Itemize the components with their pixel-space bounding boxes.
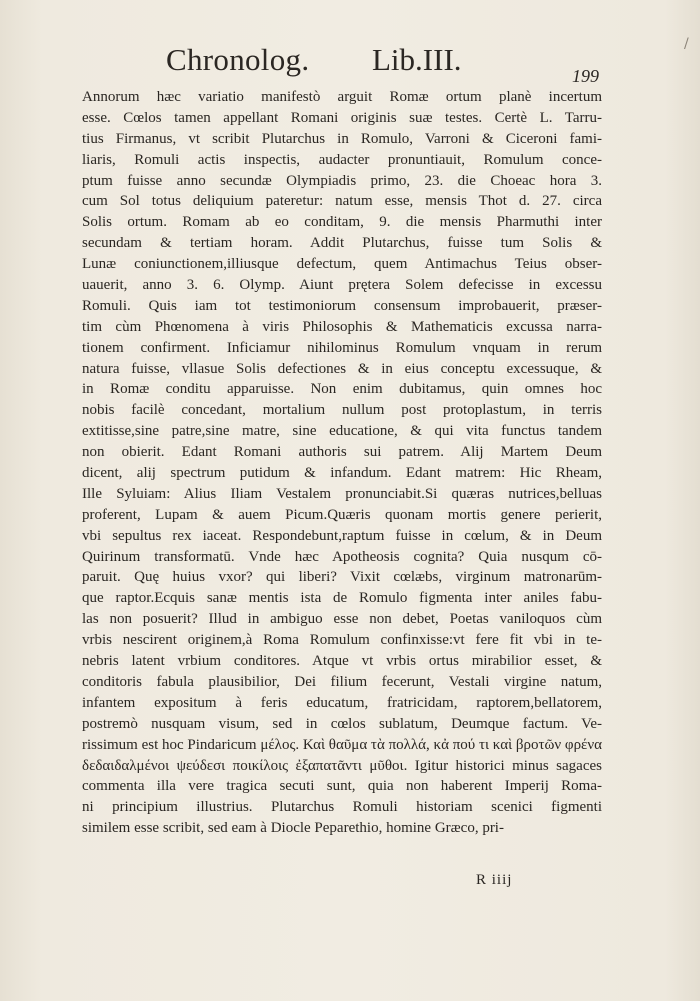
text-line: vbi sepultus rex iaceat. Respondebunt,raptum fuisse in cœlum, & in Deum	[82, 527, 602, 544]
text-line: similem esse scribit, sed eam à Diocle Peparethio, homine Græco, pri-	[82, 820, 504, 837]
text-line: conditoris fabula plausibilior, Dei filium fecerunt, Vestali virgine natum,	[82, 673, 602, 690]
text-line: Solis ortum. Romam ab eo conditam, 9. die mensis Pharmuthi inter	[82, 214, 602, 231]
text-line: tionem confirment. Inficiamur nihilominus Romulum vnquam in rerum	[82, 339, 602, 356]
text-line: dicent, alij spectrum putidum & infandum. Edant matrem: Hic Rheam,	[82, 465, 602, 482]
text-line: ni principium illustrius. Plutarchus Romuli historiam scenici figmenti	[82, 799, 602, 816]
text-line: non obierit. Edant Romani authoris sui patrem. Alij Martem Deum	[82, 444, 602, 461]
body-text	[82, 87, 602, 839]
text-line: Lunæ coniunctionem,illiusque defectum, quem Antimachus Teius obser-	[82, 256, 602, 273]
book-number: Lib.III.	[372, 42, 462, 77]
page-number: 199	[572, 66, 599, 86]
text-line: paruit. Quę huius vxor? qui liberi? Vixit cœlæbs, virginum matronarūm-	[82, 569, 602, 586]
text-line: Annorum hæc variatio manifestò arguit Romæ ortum planè incertum	[82, 89, 602, 105]
text-line: Quirinum transformatū. Vnde hæc Apotheosis cognita? Quia nusqum cō-	[82, 548, 602, 565]
signature-mark: R iiij	[476, 872, 513, 888]
text-line: las non posuerit? Illud in ambiguo esse non debet, Poetas vaniloquos cùm	[82, 611, 602, 628]
text-line: ptum fuisse anno secundæ Olympiadis primo, 23. die Choeac hora 3.	[82, 172, 602, 189]
text-line: cum Sol totus deliquium pateretur: natum esse, mensis Thot d. 27. circa	[82, 193, 602, 210]
text-line: proferent, Lupam & auem Picum.Quæris quonam mortis genere perierit,	[82, 506, 602, 523]
text-line: esse. Cœlos tamen appellant Romani originis suæ testes. Certè L. Tarru-	[82, 109, 602, 126]
text-line: natura fuisse, vllasue Solis defectiones & in eius conceptu excessuque, &	[82, 360, 602, 377]
text-line: secundam & tertiam horam. Addit Plutarchus, fuisse tum Solis &	[82, 235, 602, 252]
text-line: nobis facilè concedant, mortalium nullum post protoplastum, in terris	[82, 402, 602, 419]
text-line: que raptor.Ecquis sanæ mentis ista de Romulo figmenta inter aniles fabu-	[82, 590, 602, 607]
text-line: in Romæ conditu apparuisse. Non enim dubitamus, quin omnes hoc	[82, 381, 602, 398]
text-line: nebris latent vrbium conditores. Atque vt vrbis ortus mirabilior esset, &	[82, 653, 602, 670]
running-title: Chronolog.	[166, 42, 310, 77]
page-header	[0, 42, 700, 86]
text-line: tius Firmanus, vt scribit Plutarchus in Romulo, Varroni & Ciceroni fami-	[82, 130, 602, 147]
text-line: postremò nusquam visum, sed in cœlos sublatum, Deumque factum. Ve-	[82, 715, 602, 732]
text-line: commenta illa vere tragica secuti sunt, quia non haberent Imperij Roma-	[82, 778, 602, 795]
edge-mark: /	[684, 36, 689, 52]
text-line: vrbis nescirent originem,à Roma Romulum confinxisse:vt fere fit vbi in te-	[82, 632, 602, 649]
text-line: Ille Syluiam: Alius Iliam Vestalem pronunciabit.Si quæras nutrices,belluas	[82, 485, 602, 502]
text-line: liaris, Romuli actis inspectis, audacter pronuntiauit, Romulum conce-	[82, 151, 602, 168]
text-line: infantem expositum à feris educatum, fratricidam, raptorem,bellatorem,	[82, 694, 602, 711]
text-line: Romuli. Quis iam tot testimoniorum consensum improbauerit, præser-	[82, 297, 602, 314]
text-line: rissimum est hoc Pindaricum μέλος. Καὶ θαῦμα τὰ πολλά, κἀ πού τι καὶ βροτῶν φρένα	[82, 736, 602, 753]
text-line: extitisse,sine patre,sine matre, sine educatione, & qui vita functus tandem	[82, 423, 602, 440]
text-line: uauerit, anno 3. 6. Olymp. Aiunt prętera Solem defecisse in excessu	[82, 277, 602, 294]
text-line: tim cùm Phœnomena à viris Philosophis & Mathematicis excussa narra-	[82, 318, 602, 335]
text-line: δεδαιδαλμένοι ψεύδεσι ποικίλοις ἐξαπατᾶντι μῦθοι. Igitur historici minus sagaces	[82, 757, 602, 774]
